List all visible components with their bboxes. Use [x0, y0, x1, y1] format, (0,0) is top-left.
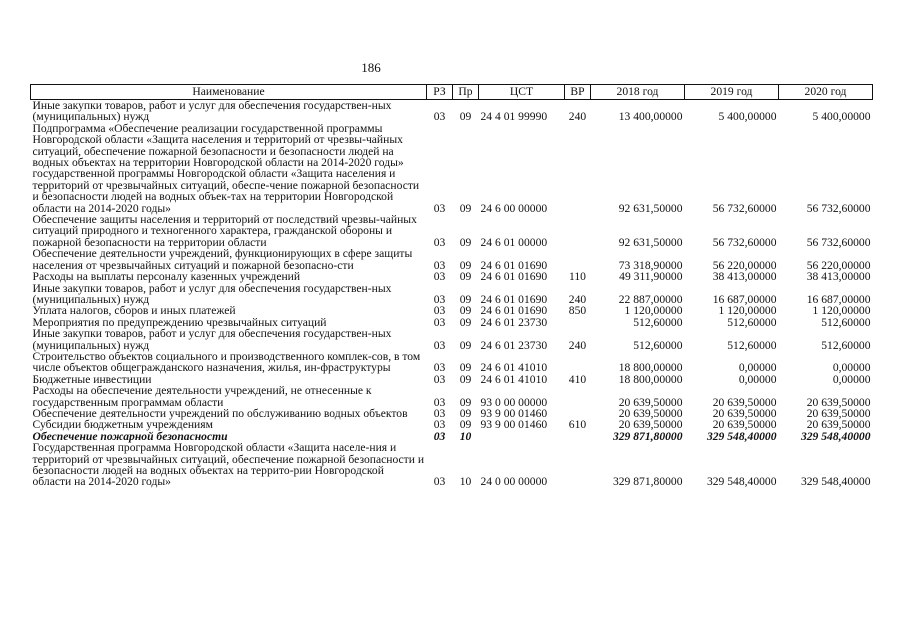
cell-rz: 03: [433, 292, 446, 306]
cell-2020: 512,60000: [821, 338, 871, 352]
cell-rz: 03: [433, 315, 446, 329]
cell-pr: 09: [459, 361, 472, 375]
cell-cst: 24 6 01 41010: [480, 372, 548, 386]
cell-2020: 56 732,60000: [806, 201, 871, 215]
cell-pr: 09: [459, 201, 472, 215]
cell-2019: 38 413,00000: [712, 270, 777, 284]
page-number: 186: [361, 60, 381, 75]
cell-vr: 240: [568, 338, 587, 352]
cell-rz: 03: [433, 110, 446, 124]
cell-rz: 03: [433, 429, 446, 443]
cell-2020: 0,00000: [832, 372, 871, 386]
cell-pr: 09: [459, 270, 472, 284]
column-header-name: Наименование: [31, 85, 427, 100]
cell-vr: [565, 317, 591, 328]
cell-2019: 56 220,00000: [712, 258, 777, 272]
cell-pr: 09: [459, 235, 472, 249]
cell-name: Подпрограмма «Обеспечение реализации государственной программы Новгородской области «Защита населения и территорий от чрезвы-чайных ситуаций, обеспечение пожарной безопасности и безопасности людей на водных объектах на территории Новгородской области на 2014-2020 годы» государственной программы Новгородской области «Защита населения и территорий от чрезвычайных ситуаций, обеспе-чение пожарной безопасности и безопасности людей на водных объек-тах на территории Новгородской области на 2014-2020 годы»: [32, 121, 420, 215]
cell-2020: 0,00000: [832, 361, 871, 375]
cell-2020: 329 548,40000: [800, 475, 871, 489]
cell-vr: [565, 385, 591, 408]
cell-2019: 0,00000: [738, 361, 777, 375]
cell-2020: 329 548,40000: [800, 429, 871, 443]
column-header-2019: 2019 год: [685, 85, 779, 100]
cell-rz: 03: [433, 270, 446, 284]
cell-name: Расходы на обеспечение деятельности учреждений, не отнесенные к государственным программам области: [32, 384, 372, 409]
cell-cst: [479, 431, 565, 442]
cell-pr: 09: [459, 372, 472, 386]
cell-vr: [565, 442, 591, 488]
cell-vr: [565, 123, 591, 214]
cell-cst: 24 6 01 23730: [480, 315, 548, 329]
cell-cst: 24 0 00 00000: [480, 475, 548, 489]
cell-name: Обеспечение пожарной безопасности: [32, 429, 228, 443]
column-header-pr: Пр: [453, 85, 479, 100]
cell-2018: 20 639,50000: [618, 406, 683, 420]
cell-2019: 5 400,00000: [718, 110, 777, 124]
table-row: [31, 305, 873, 316]
cell-2018: 329 871,80000: [612, 475, 683, 489]
cell-vr: 850: [568, 304, 587, 318]
cell-name: Иные закупки товаров, работ и услуг для обеспечения государствен-ных (муниципальных) нужд: [32, 281, 392, 306]
cell-2018: 73 318,90000: [618, 258, 683, 272]
column-header-2020: 2020 год: [779, 85, 873, 100]
cell-name: Обеспечение защиты населения и территорий от последствий чрезвы-чайных ситуаций природного и техногенного характера, гражданской обороны и пожарной безопасности на территории области: [32, 213, 417, 249]
cell-2018: 18 800,00000: [618, 372, 683, 386]
cell-2018: 22 887,00000: [618, 292, 683, 306]
cell-cst: 24 6 01 01690: [480, 292, 548, 306]
cell-name: Строительство объектов социального и производственного комплек-сов, в том числе объектов общегражданского назначения, жилья, ин-фраструктуры: [32, 349, 421, 375]
cell-vr: [565, 431, 591, 442]
cell-cst: 24 6 01 00000: [480, 235, 548, 249]
cell-2019: 512,60000: [727, 315, 777, 329]
cell-vr: 610: [568, 418, 587, 432]
cell-name: Расходы на выплаты персоналу казенных учреждений: [32, 270, 301, 284]
table-row: [31, 442, 873, 488]
cell-pr: 09: [459, 338, 472, 352]
cell-rz: 03: [433, 235, 446, 249]
cell-pr: 09: [459, 315, 472, 329]
cell-cst: 24 6 01 01690: [480, 270, 548, 284]
column-header-rz: РЗ: [427, 85, 453, 100]
table-row: [31, 385, 873, 408]
cell-2019: 20 639,50000: [712, 395, 777, 409]
cell-name: Иные закупки товаров, работ и услуг для обеспечения государствен-ных (муниципальных) нужд: [32, 99, 392, 124]
cell-2020: 512,60000: [821, 315, 871, 329]
cell-rz: 03: [433, 361, 446, 375]
cell-name: Мероприятия по предупреждению чрезвычайных ситуаций: [32, 315, 327, 329]
cell-vr: [565, 351, 591, 374]
table-row: [31, 328, 873, 351]
cell-name: Субсидии бюджетным учреждениям: [32, 418, 213, 432]
cell-2019: 329 548,40000: [706, 475, 777, 489]
cell-cst: 24 6 01 01690: [480, 258, 548, 272]
cell-name: Иные закупки товаров, работ и услуг для обеспечения государствен-ных (муниципальных) нужд: [32, 327, 392, 352]
cell-2018: 18 800,00000: [618, 361, 683, 375]
cell-2019: 16 687,00000: [712, 292, 777, 306]
cell-2020: 1 120,00000: [812, 304, 871, 318]
cell-2018: 92 631,50000: [618, 201, 683, 215]
cell-pr: 10: [459, 429, 472, 443]
cell-2019: 1 120,00000: [718, 304, 777, 318]
cell-name: Обеспечение деятельности учреждений, функционирующих в сфере защиты населения от чрезвычайных ситуаций и пожарной безопасно-сти: [32, 247, 413, 272]
column-header-vr: ВР: [565, 85, 591, 100]
cell-2019: 0,00000: [738, 372, 777, 386]
cell-cst: 24 6 01 41010: [480, 361, 548, 375]
cell-rz: 03: [433, 418, 446, 432]
cell-2018: 13 400,00000: [618, 110, 683, 124]
cell-2019: 56 732,60000: [712, 235, 777, 249]
cell-pr: 09: [459, 292, 472, 306]
cell-cst: 93 9 00 01460: [480, 418, 548, 432]
cell-2019: 56 732,60000: [712, 201, 777, 215]
cell-2018: 1 120,00000: [624, 304, 683, 318]
cell-vr: 240: [568, 292, 587, 306]
cell-pr: 09: [459, 304, 472, 318]
cell-cst: 24 6 00 00000: [480, 201, 548, 215]
table-row: [31, 100, 873, 123]
cell-2019: 20 639,50000: [712, 406, 777, 420]
cell-2020: 5 400,00000: [812, 110, 871, 124]
cell-2020: 20 639,50000: [806, 406, 871, 420]
cell-2018: 20 639,50000: [618, 395, 683, 409]
cell-pr: 09: [459, 258, 472, 272]
cell-vr: [565, 248, 591, 271]
cell-rz: 03: [433, 406, 446, 420]
cell-2018: 92 631,50000: [618, 235, 683, 249]
table-row: [31, 248, 873, 271]
cell-2018: 20 639,50000: [618, 418, 683, 432]
cell-rz: 03: [433, 201, 446, 215]
cell-2020: 56 220,00000: [806, 258, 871, 272]
cell-2019: 20 639,50000: [712, 418, 777, 432]
cell-pr: 09: [459, 406, 472, 420]
cell-name: Государственная программа Новгородской области «Защита населе-ния и территорий от чрезвычайных ситуаций, обеспечение пожарной безопасности и безопасности людей на водных объектах на террито-рии Новгородской области на 2014-2020 годы»: [32, 441, 425, 489]
cell-pr: 10: [459, 475, 472, 489]
cell-2019: 329 548,40000: [706, 429, 777, 443]
cell-rz: 03: [433, 338, 446, 352]
budget-table: [30, 84, 873, 488]
cell-cst: 93 0 00 00000: [480, 395, 548, 409]
cell-pr: 09: [459, 418, 472, 432]
table-header-row: [31, 85, 873, 100]
cell-rz: 03: [433, 395, 446, 409]
cell-rz: 03: [433, 304, 446, 318]
cell-2020: 56 732,60000: [806, 235, 871, 249]
cell-rz: 03: [433, 475, 446, 489]
cell-2019: 512,60000: [727, 338, 777, 352]
column-header-2018: 2018 год: [591, 85, 685, 100]
cell-cst: 24 4 01 99990: [480, 110, 548, 124]
cell-2020: 20 639,50000: [806, 395, 871, 409]
cell-name: Обеспечение деятельности учреждений по обслуживанию водных объектов: [32, 406, 408, 420]
cell-cst: 93 9 00 01460: [480, 406, 548, 420]
cell-rz: 03: [433, 258, 446, 272]
cell-vr: [565, 214, 591, 248]
cell-2020: 20 639,50000: [806, 418, 871, 432]
cell-2018: 512,60000: [633, 315, 683, 329]
cell-cst: 24 6 01 01690: [480, 304, 548, 318]
cell-2018: 49 311,90000: [619, 270, 683, 284]
table-row: [31, 214, 873, 248]
table-row: [31, 283, 873, 306]
column-header-cst: ЦСТ: [479, 85, 565, 100]
cell-name: Уплата налогов, сборов и иных платежей: [32, 304, 236, 318]
cell-2020: 38 413,00000: [806, 270, 871, 284]
cell-name: Бюджетные инвестиции: [32, 372, 152, 386]
cell-vr: 410: [568, 372, 587, 386]
cell-vr: 110: [569, 270, 586, 284]
cell-2018: 512,60000: [633, 338, 683, 352]
cell-rz: 03: [433, 372, 446, 386]
cell-pr: 09: [459, 395, 472, 409]
table-row: [31, 123, 873, 214]
cell-2018: 329 871,80000: [612, 429, 683, 443]
table-row: [31, 271, 873, 282]
cell-vr: 240: [568, 110, 587, 124]
cell-2020: 16 687,00000: [806, 292, 871, 306]
table-row: [31, 351, 873, 374]
cell-pr: 09: [459, 110, 472, 124]
cell-cst: 24 6 01 23730: [480, 338, 548, 352]
